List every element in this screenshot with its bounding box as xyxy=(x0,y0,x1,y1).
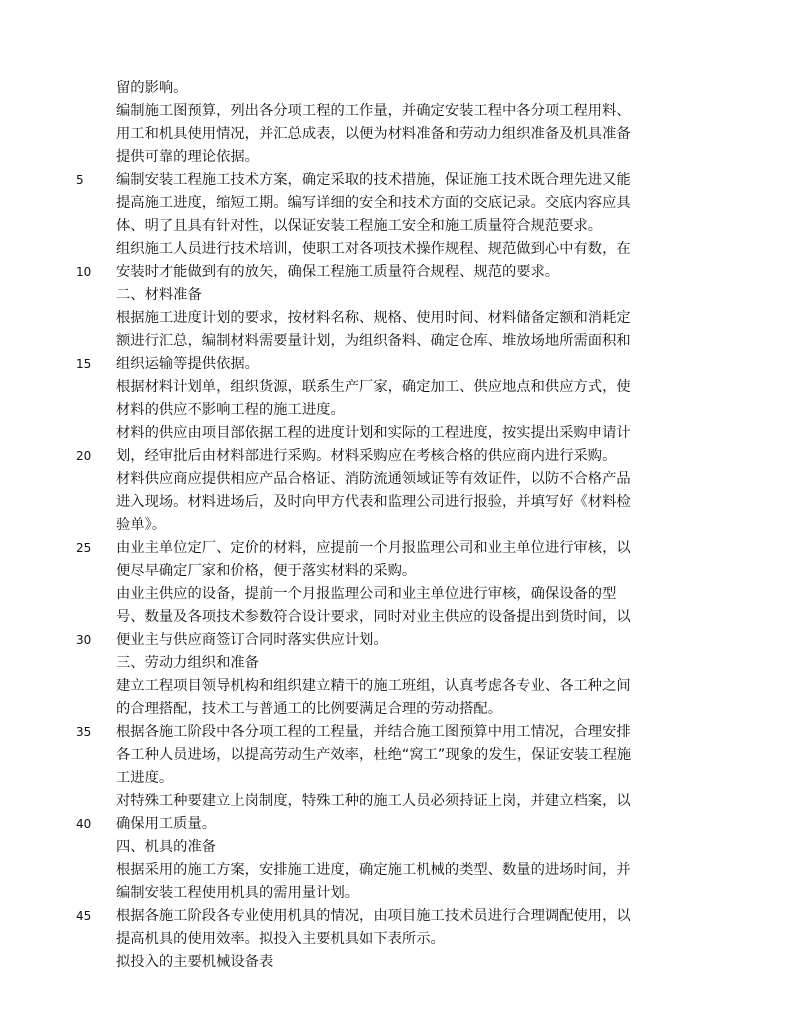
text-line: 材料的供应由项目部依据工程的进度计划和实际的工程进度，按实提出采购申请计 xyxy=(116,425,631,441)
text-line: 划，经审批后由材料部进行采购。材料采购应在考核合格的供应商内进行采购。 xyxy=(116,448,617,464)
text-line: 编制安装工程使用机具的需用量计划。 xyxy=(116,885,360,901)
text-line: 建立工程项目领导机构和组织建立精干的施工班组，认真考虑各专业、各工种之间 xyxy=(116,678,631,694)
section-heading: 二、材料准备 xyxy=(116,287,202,303)
text-line: 组织运输等提供依据。 xyxy=(116,356,259,372)
text-line: 由业主单位定厂、定价的材料，应提前一个月报监理公司和业主单位进行审核，以 xyxy=(116,540,631,556)
line-number: 30 xyxy=(76,633,92,647)
text-line: 根据采用的施工方案，安排施工进度，确定施工机械的类型、数量的进场时间，并 xyxy=(116,862,631,878)
text-line: 提高机具的使用效率。拟投入主要机具如下表所示。 xyxy=(116,931,445,947)
text-line: 号、数量及各项技术参数符合设计要求，同时对业主供应的设备提出到货时间，以 xyxy=(116,609,631,625)
text-line: 材料供应商应提供相应产品合格证、消防流通领域证等有效证件，以防不合格产品 xyxy=(116,471,631,487)
text-line: 各工种人员进场，以提高劳动生产效率，杜绝“窝工”现象的发生，保证安装工程施 xyxy=(116,747,632,763)
text-line: 提供可靠的理论依据。 xyxy=(116,149,259,165)
text-line: 根据施工进度计划的要求，按材料名称、规格、使用时间、材料储备定额和消耗定 xyxy=(116,310,631,326)
text-line: 便业主与供应商签订合同时落实供应计划。 xyxy=(116,632,388,648)
text-line: 编制安装工程施工技术方案，确定采取的技术措施，保证施工技术既合理先进又能 xyxy=(116,172,631,188)
text-line: 工进度。 xyxy=(116,770,174,786)
line-number: 5 xyxy=(76,173,84,187)
text-line: 额进行汇总，编制材料需要量计划，为组织备料、确定仓库、堆放场地所需面积和 xyxy=(116,333,631,349)
text-line: 根据材料计划单，组织货源，联系生产厂家，确定加工、供应地点和供应方式，使 xyxy=(116,379,631,395)
text-line: 的合理搭配，技术工与普通工的比例要满足合理的劳动搭配。 xyxy=(116,701,503,717)
text-line: 验单》。 xyxy=(116,517,167,533)
text-line: 提高施工进度，缩短工期。编写详细的安全和技术方面的交底记录。交底内容应具 xyxy=(116,195,631,211)
line-number: 15 xyxy=(76,357,92,371)
text-line: 根据各施工阶段中各分项工程的工程量，并结合施工图预算中用工情况，合理安排 xyxy=(116,724,631,740)
text-line: 由业主供应的设备，提前一个月报监理公司和业主单位进行审核，确保设备的型 xyxy=(116,586,617,602)
text-line: 体、明了且具有针对性，以保证安装工程施工安全和施工质量符合规范要求。 xyxy=(116,218,603,234)
text-line: 编制施工图预算，列出各分项工程的工作量，并确定安装工程中各分项工程用料、 xyxy=(116,103,631,119)
text-line: 进入现场。材料进场后，及时向甲方代表和监理公司进行报验，并填写好《材料检 xyxy=(116,494,631,510)
text-line: 材料的供应不影响工程的施工进度。 xyxy=(116,402,345,418)
line-number: 40 xyxy=(76,817,92,831)
line-number: 35 xyxy=(76,725,92,739)
line-number: 20 xyxy=(76,449,92,463)
text-line: 安装时才能做到有的放矢，确保工程施工质量符合规程、规范的要求。 xyxy=(116,264,560,280)
section-heading: 三、劳动力组织和准备 xyxy=(116,655,259,671)
text-line: 确保用工质量。 xyxy=(116,816,217,832)
text-line: 组织施工人员进行技术培训，使职工对各项技术操作规程、规范做到心中有数，在 xyxy=(116,241,631,257)
text-line: 留的影响。 xyxy=(116,80,188,96)
text-line: 根据各施工阶段各专业使用机具的情况，由项目施工技术员进行合理调配使用，以 xyxy=(116,908,631,924)
line-number: 45 xyxy=(76,909,92,923)
line-number: 25 xyxy=(76,541,92,555)
text-line: 便尽早确定厂家和价格，便于落实材料的采购。 xyxy=(116,563,417,579)
text-line: 对特殊工种要建立上岗制度，特殊工种的施工人员必须持证上岗，并建立档案，以 xyxy=(116,793,631,809)
section-heading: 四、机具的准备 xyxy=(116,839,217,855)
table-title: 拟投入的主要机械设备表 xyxy=(116,954,274,970)
text-line: 用工和机具使用情况，并汇总成表，以便为材料准备和劳动力组织准备及机具准备 xyxy=(116,126,631,142)
line-number: 10 xyxy=(76,265,92,279)
